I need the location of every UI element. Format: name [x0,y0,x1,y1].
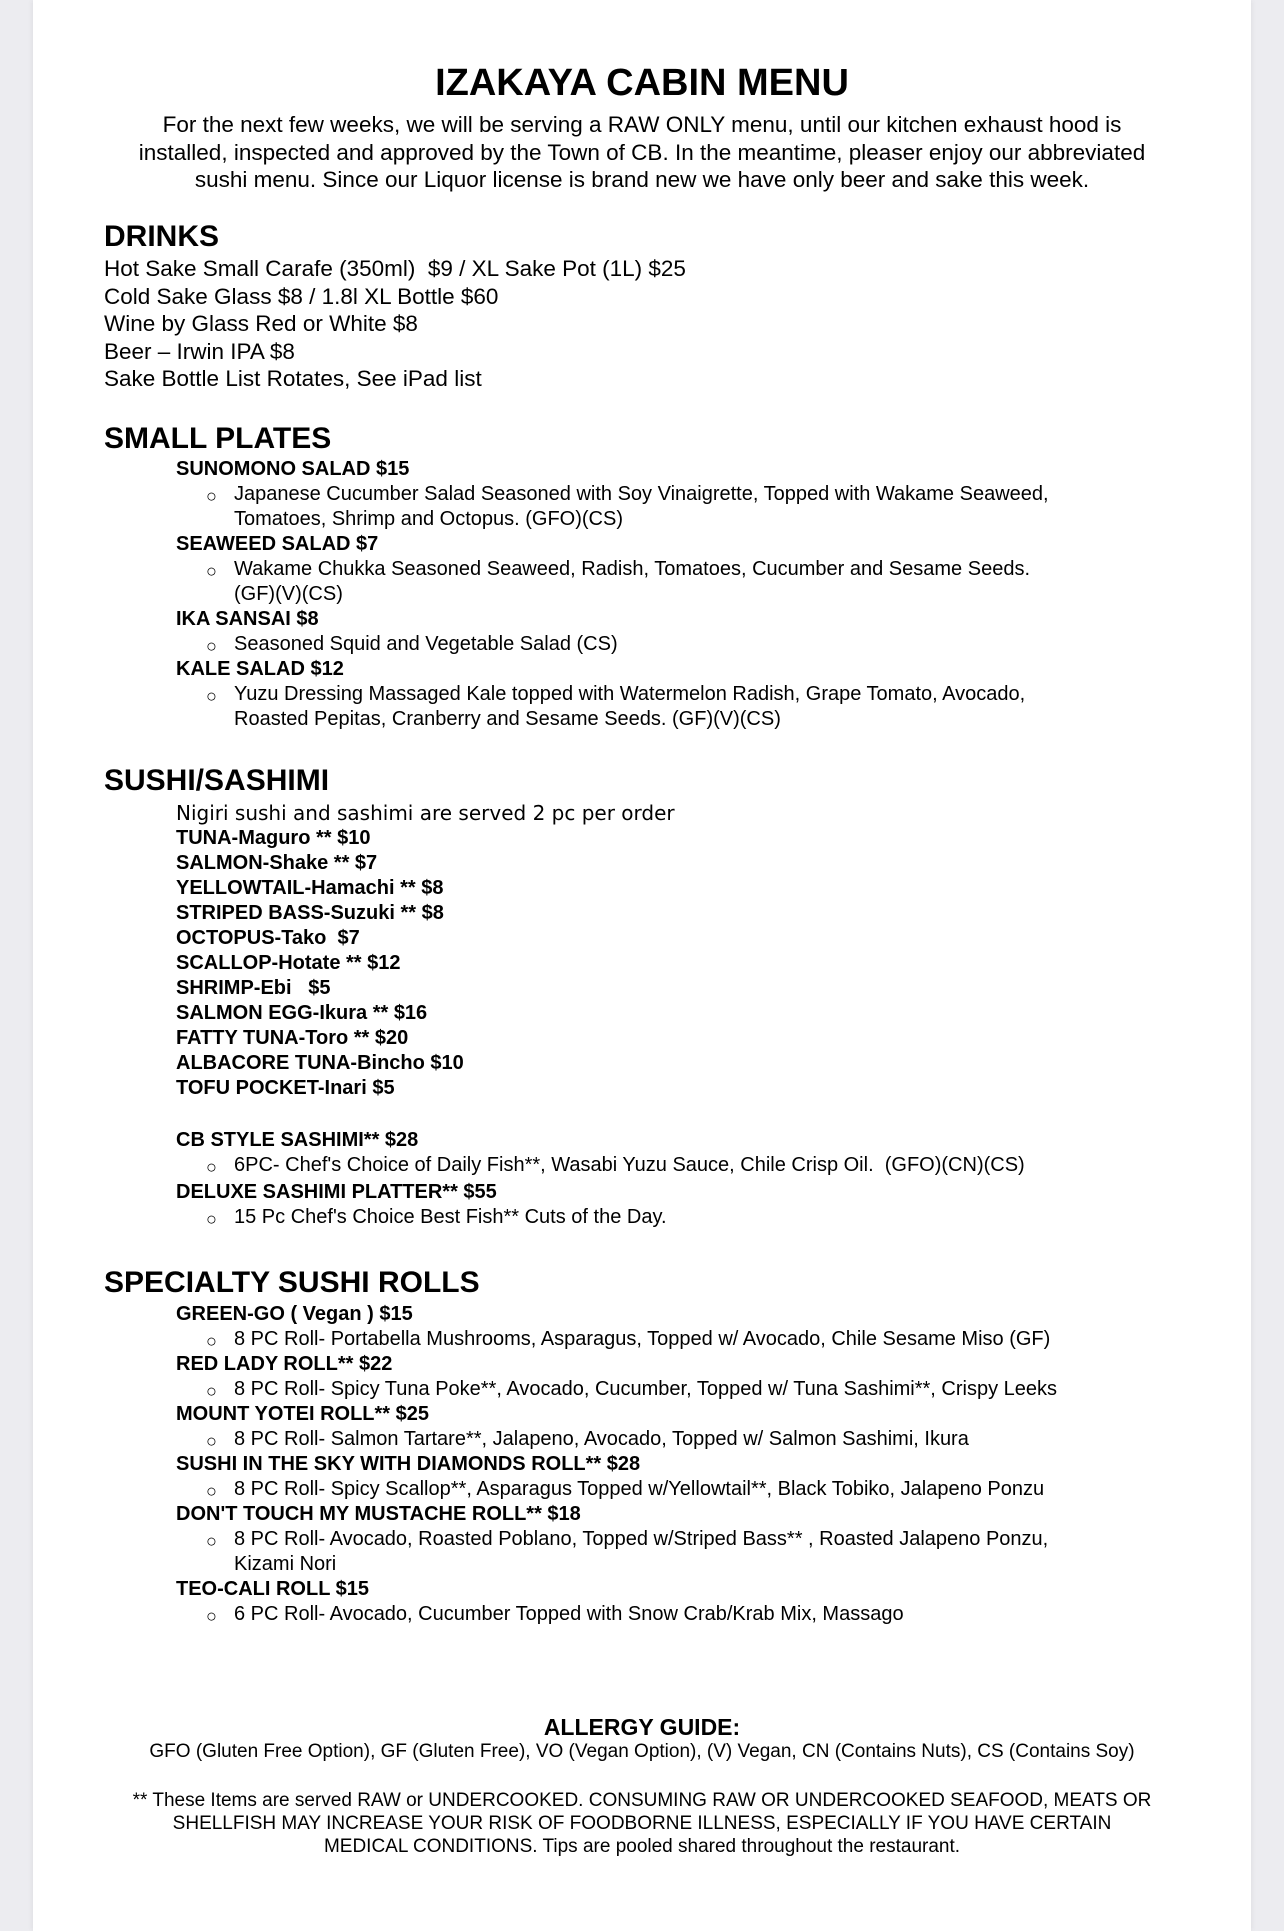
warning-line: ** These Items are served RAW or UNDERCOOKED. CONSUMING RAW OR UNDERCOOKED SEAFOOD, MEATS OR [132,1790,1152,1811]
nigiri-item: STRIPED BASS-Suzuki ** $8 [176,902,444,924]
drink-line: Sake Bottle List Rotates, See iPad list [104,366,482,391]
bullet-icon: ○ [206,636,217,656]
allergy-guide-text: GFO (Gluten Free Option), GF (Gluten Free), VO (Vegan Option), (V) Vegan, CN (Contains Nuts), CS (Contains Soy) [149,1741,1135,1762]
roll-desc: ○ 8 PC Roll- Salmon Tartare**, Jalapeno, Avocado, Topped w/ Salmon Sashimi, Ikura [176,1427,1236,1452]
nigiri-item: ALBACORE TUNA-Bincho $10 [176,1052,464,1074]
intro-paragraph [103,111,1181,194]
drinks-heading: DRINKS [104,220,220,253]
roll-desc: ○ 8 PC Roll- Avocado, Roasted Poblano, Topped w/Striped Bass** , Roasted Jalapeno Ponzu, Kizami Nori [206,1528,1049,1575]
drink-line: Cold Sake Glass $8 / 1.8l XL Bottle $60 [104,283,499,309]
menu-item-name: IKA SANSAI $8 [176,608,319,630]
bullet-icon: ○ [206,1481,217,1501]
bullet-icon: ○ [206,486,217,506]
roll-name: RED LADY ROLL** $22 [176,1353,393,1375]
bullet-icon: ○ [206,1531,217,1551]
roll-name: GREEN-GO ( Vegan ) $15 [176,1303,413,1325]
intro-line: installed, inspected and approved by the Town of CB. In the meantime, pleaser enjoy our abbreviated [138,139,1146,165]
menu-item-name: KALE SALAD $12 [176,658,344,680]
bullet-icon: ○ [206,1209,217,1229]
roll-desc: ○ 8 PC Roll- Spicy Scallop**, Asparagus Topped w/Yellowtail**, Black Tobiko, Jalapeno Ponzu [176,1477,1236,1502]
platter-name: DELUXE SASHIMI PLATTER** $55 [176,1181,497,1203]
bullet-icon: ○ [206,1381,217,1401]
bullet-icon: ○ [206,1431,217,1451]
page-title: IZAKAYA CABIN MENU [435,62,849,104]
menu-item-desc: ○ Japanese Cucumber Salad Seasoned with Soy Vinaigrette, Topped with Wakame Seaweed, Tomatoes, Shrimp and Octopus. (GFO)(CS) [206,483,1049,530]
roll-desc: ○ 8 PC Roll- Portabella Mushrooms, Asparagus, Topped w/ Avocado, Chile Sesame Miso (GF) [176,1327,1236,1352]
nigiri-item: TOFU POCKET-Inari $5 [176,1077,395,1099]
roll-name: MOUNT YOTEI ROLL** $25 [176,1403,430,1425]
nigiri-item: YELLOWTAIL-Hamachi ** $8 [176,877,444,899]
menu-item-name: SUNOMONO SALAD $15 [176,458,410,480]
small-plates-list [176,457,1236,732]
nigiri-item: OCTOPUS-Tako $7 [176,927,360,949]
bullet-icon: ○ [206,1157,217,1177]
nigiri-item: SALMON-Shake ** $7 [176,852,378,874]
bullet-icon: ○ [206,1606,217,1626]
roll-name: TEO-CALI ROLL $15 [176,1578,369,1600]
roll-desc: ○ 6 PC Roll- Avocado, Cucumber Topped with Snow Crab/Krab Mix, Massago [176,1602,1236,1627]
serving-note: Nigiri sushi and sashimi are served 2 pc per order [176,801,675,825]
menu-item-desc: ○ Wakame Chukka Seasoned Seaweed, Radish, Tomatoes, Cucumber and Sesame Seeds. (GF)(V)(CS) [206,558,1030,605]
nigiri-item: SHRIMP-Ebi $5 [176,977,331,999]
sushi-sashimi-heading: SUSHI/SASHIMI [104,764,330,797]
nigiri-item: SCALLOP-Hotate ** $12 [176,952,401,974]
nigiri-item: FATTY TUNA-Toro ** $20 [176,1027,409,1049]
rolls-list [176,1302,1236,1627]
platter-desc: ○ 6PC- Chef's Choice of Daily Fish**, Wasabi Yuzu Sauce, Chile Crisp Oil. (GFO)(CN)(CS) [176,1153,1236,1178]
roll-desc: ○ 8 PC Roll- Spicy Tuna Poke**, Avocado, Cucumber, Topped w/ Tuna Sashimi**, Crispy Leeks [176,1377,1236,1402]
roll-name: SUSHI IN THE SKY WITH DIAMONDS ROLL** $28 [176,1453,641,1475]
drinks-list [104,255,686,393]
drink-line: Hot Sake Small Carafe (350ml) $9 / XL Sake Pot (1L) $25 [104,256,686,281]
warning-line: SHELLFISH MAY INCREASE YOUR RISK OF FOODBORNE ILLNESS, ESPECIALLY IF YOU HAVE CERTAIN [172,1813,1112,1834]
menu-item-desc: ○ Seasoned Squid and Vegetable Salad (CS) [176,632,1236,657]
small-plates-heading: SMALL PLATES [104,422,332,455]
menu-item-name: SEAWEED SALAD $7 [176,533,379,555]
drink-line: Wine by Glass Red or White $8 [104,311,418,336]
bullet-icon: ○ [206,561,217,581]
intro-line: sushi menu. Since our Liquor license is brand new we have only beer and sake this week. [194,167,1090,192]
rolls-heading: SPECIALTY SUSHI ROLLS [104,1266,480,1299]
nigiri-item: TUNA-Maguro ** $10 [176,827,371,849]
warning-line: MEDICAL CONDITIONS. Tips are pooled shared throughout the restaurant. [323,1836,961,1857]
bullet-icon: ○ [206,686,217,706]
raw-food-warning [93,1789,1191,1858]
drink-line: Beer – Irwin IPA $8 [104,338,295,364]
menu-page [33,0,1251,1931]
nigiri-item: SALMON EGG-Ikura ** $16 [176,1002,428,1024]
menu-item-desc: ○ Yuzu Dressing Massaged Kale topped with Watermelon Radish, Grape Tomato, Avocado, Roasted Pepitas, Cranberry and Sesame Seeds. (GF)(V)(CS) [206,683,1026,730]
sushi-sashimi-list [176,800,1236,1230]
bullet-icon: ○ [206,1331,217,1351]
platter-name: CB STYLE SASHIMI** $28 [176,1129,419,1151]
allergy-guide-heading: ALLERGY GUIDE: [543,1714,741,1740]
intro-line: For the next few weeks, we will be serving a RAW ONLY menu, until our kitchen exhaust hood is [162,112,1122,137]
platter-desc: ○ 15 Pc Chef's Choice Best Fish** Cuts of the Day. [176,1205,1236,1230]
roll-name: DON'T TOUCH MY MUSTACHE ROLL** $18 [176,1503,581,1525]
